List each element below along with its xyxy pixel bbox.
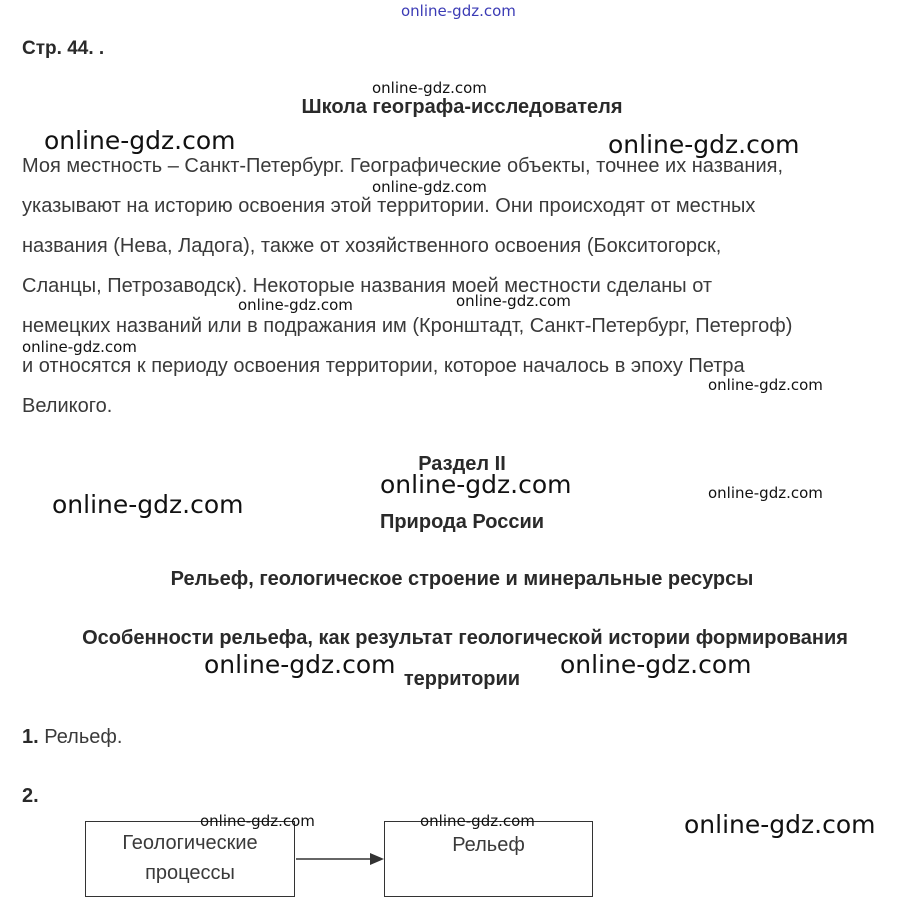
box-label: Рельеф <box>452 834 525 856</box>
answer-1-number: 1. <box>22 726 39 748</box>
topic-title: Рельеф, геологическое строение и минеральные ресурсы <box>170 568 754 590</box>
diagram-box-relief <box>384 821 593 897</box>
watermark: online-gdz.com <box>560 650 752 679</box>
watermark: online-gdz.com <box>456 292 571 310</box>
section-title: Школа географа-исследователя <box>301 96 623 118</box>
watermark: online-gdz.com <box>204 650 396 679</box>
paragraph-line: Сланцы, Петрозаводск). Некоторые названия моей местности сделаны от <box>22 275 713 297</box>
answer-1 <box>22 726 122 749</box>
watermark: online-gdz.com <box>708 376 823 394</box>
watermark: online-gdz.com <box>420 812 535 830</box>
part-heading: Раздел II <box>418 453 506 475</box>
watermark: online-gdz.com <box>44 126 236 155</box>
paragraph-line: немецких названий или в подражания им (Кронштадт, Санкт-Петербург, Петергоф) <box>22 315 793 337</box>
watermark: online-gdz.com <box>22 338 137 356</box>
watermark: online-gdz.com <box>380 470 572 499</box>
paragraph-line: Моя местность – Санкт-Петербург. Географические объекты, точнее их названия, <box>22 155 784 177</box>
arrow-head <box>370 853 384 865</box>
watermark: online-gdz.com <box>608 130 800 159</box>
page-reference: Стр. 44. . <box>22 38 105 59</box>
watermark: online-gdz.com <box>52 490 244 519</box>
subtopic-title-line1: Особенности рельефа, как результат геологической истории формирования <box>82 627 848 649</box>
watermark: online-gdz.com <box>708 484 823 502</box>
box-label-line: процессы <box>145 862 235 884</box>
box-label-line: Геологические <box>122 832 258 854</box>
paragraph-line: названия (Нева, Ладога), также от хозяйственного освоения (Бокситогорск, <box>22 235 722 257</box>
watermark-top: online-gdz.com <box>401 2 516 20</box>
paragraph-line: указывают на историю освоения этой территории. Они происходят от местных <box>22 195 756 217</box>
watermark: online-gdz.com <box>372 79 487 97</box>
answer-1-text: Рельеф. <box>44 726 123 748</box>
watermark: online-gdz.com <box>684 810 876 839</box>
watermark: online-gdz.com <box>372 178 487 196</box>
subtopic-title-line2: территории <box>403 668 521 690</box>
paragraph-line: Великого. <box>22 395 113 417</box>
diagram-box-geological-processes <box>85 821 295 897</box>
part-title: Природа России <box>379 511 545 533</box>
answer-2 <box>22 785 39 808</box>
watermark: online-gdz.com <box>238 296 353 314</box>
watermark: online-gdz.com <box>200 812 315 830</box>
paragraph-line: и относятся к периоду освоения территории, которое началось в эпоху Петра <box>22 355 745 377</box>
answer-2-number: 2. <box>22 785 39 807</box>
